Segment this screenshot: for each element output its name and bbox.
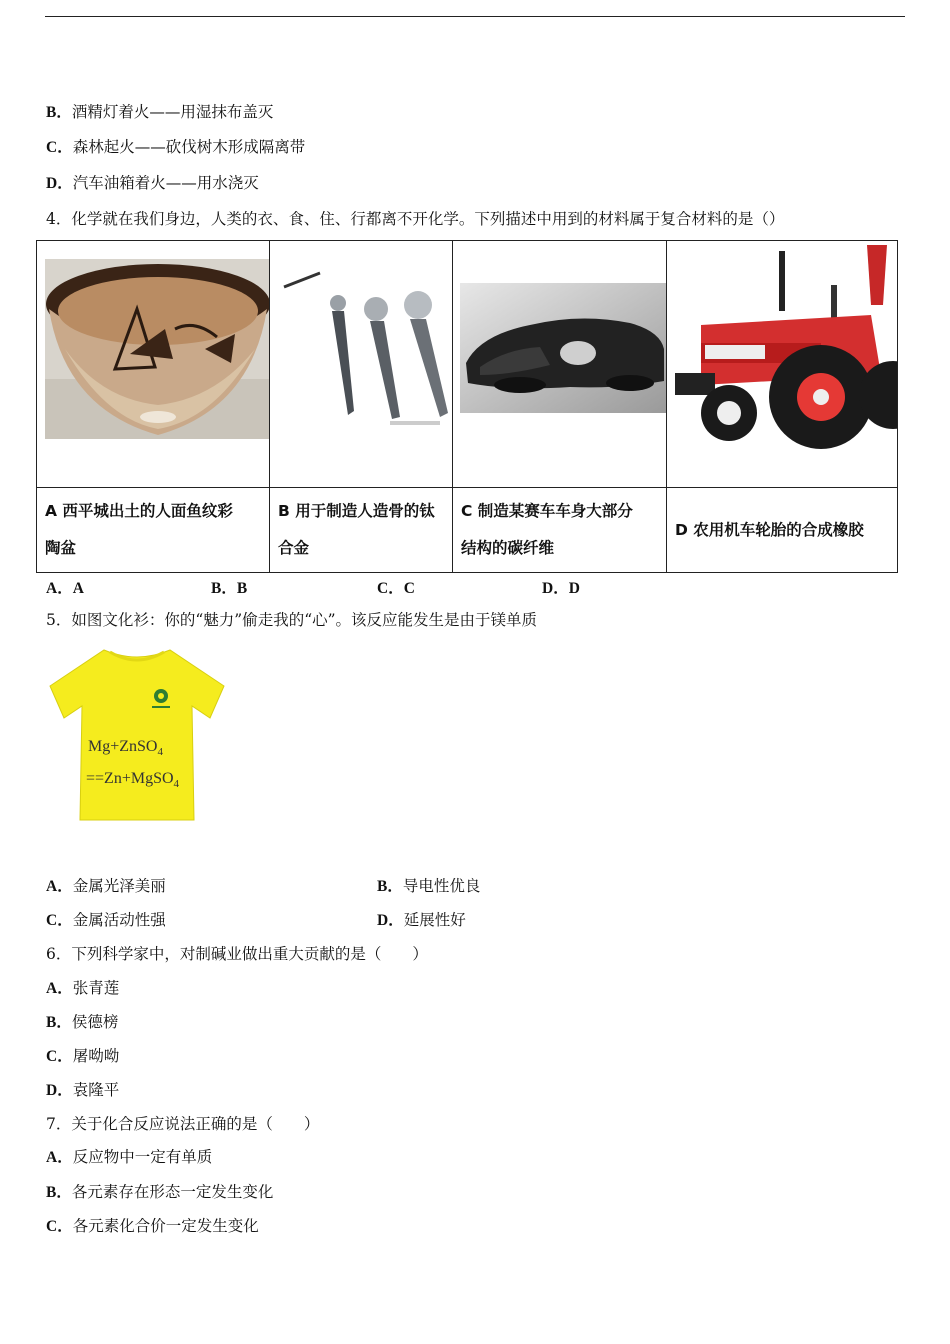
header-rule	[45, 16, 905, 17]
tshirt-image	[48, 648, 226, 823]
carbon-fiber-car-body-image	[460, 283, 666, 413]
q7-option-a: A．反应物中一定有单质	[46, 1148, 213, 1166]
q4-image-table	[36, 240, 898, 573]
red-tractor-image	[671, 245, 897, 461]
tshirt-figure	[48, 648, 226, 823]
q6-option-a: A．张青莲	[46, 979, 120, 997]
q4-stem: 4．化学就在我们身边，人类的衣、食、住、行都离不开化学。下列描述中用到的材料属于复合材料的是（）	[46, 210, 785, 228]
q6-stem: 6．下列科学家中，对制碱业做出重大贡献的是（ ）	[46, 945, 428, 963]
q4-answer-row	[46, 576, 746, 596]
tshirt-equation-line1: Mg+ZnSO$_4$	[88, 738, 163, 759]
q7-option-c: C．各元素化合价一定发生变化	[46, 1217, 259, 1235]
tshirt-equation-line2: ==Zn+MgSO$_4$	[86, 770, 180, 791]
q5-options-row-1	[46, 876, 746, 896]
q4-cell-b-image	[270, 241, 453, 488]
q4-answer-d: D．D	[542, 580, 580, 597]
q3-option-d: D．汽车油箱着火——用水浇灭	[46, 174, 259, 192]
q3-option-c: C．森林起火——砍伐树木形成隔离带	[46, 138, 306, 156]
q4-cell-c-image	[453, 241, 667, 488]
q6-option-d: D．袁隆平	[46, 1081, 120, 1099]
artificial-bones-image	[280, 271, 450, 431]
q7-stem: 7．关于化合反应说法正确的是（ ）	[46, 1115, 320, 1133]
q5-stem: 5．如图文化衫：你的“魅力”偷走我的“心”。该反应能发生是由于镁单质	[46, 611, 538, 629]
q4-caption-d: D 农用机车轮胎的合成橡胶	[667, 488, 898, 573]
q7-option-b: B．各元素存在形态一定发生变化	[46, 1183, 274, 1201]
q5-option-b: B．导电性优良	[377, 877, 481, 895]
q5-option-a: A．金属光泽美丽	[46, 877, 166, 895]
q3-option-b: B．酒精灯着火——用湿抹布盖灭	[46, 103, 274, 121]
q4-cell-d-image	[667, 241, 898, 488]
q4-answer-c: C．C	[377, 580, 415, 597]
q4-cell-a-image	[37, 241, 270, 488]
q4-answer-a: A．A	[46, 580, 84, 597]
q5-option-c: C．金属活动性强	[46, 911, 166, 929]
q5-options-row-2	[46, 910, 746, 930]
q5-option-d: D．延展性好	[377, 911, 466, 929]
q6-option-b: B．侯德榜	[46, 1013, 119, 1031]
q4-caption-c: C 制造某赛车车身大部分 结构的碳纤维	[453, 488, 667, 573]
pottery-bowl-image	[45, 259, 269, 439]
q4-caption-b: B 用于制造人造骨的钛 合金	[270, 488, 453, 573]
q6-option-c: C．屠呦呦	[46, 1047, 120, 1065]
q4-caption-a: A 西平城出土的人面鱼纹彩 陶盆	[37, 488, 270, 573]
q4-answer-b: B．B	[211, 580, 248, 597]
